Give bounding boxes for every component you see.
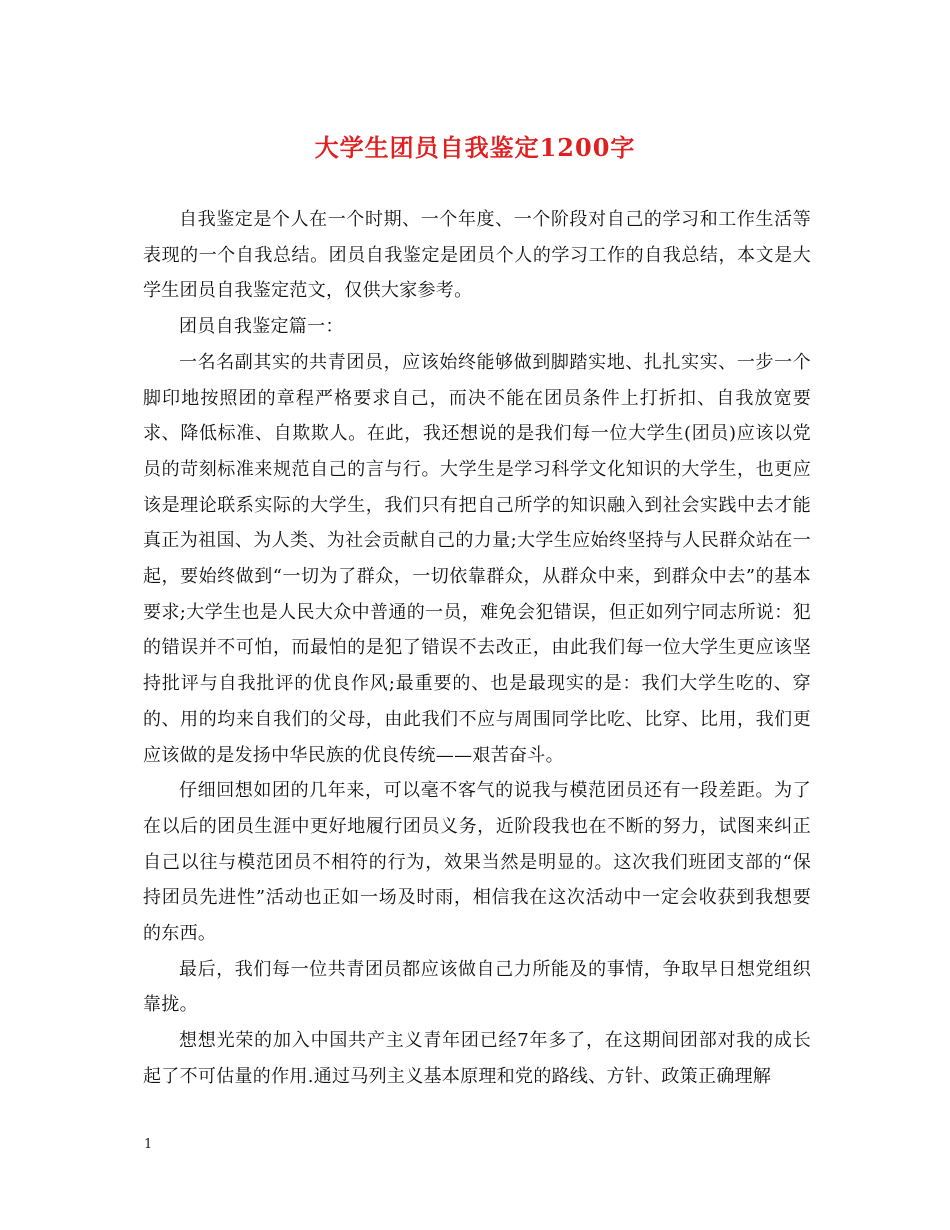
paragraph-standards: 一名名副其实的共青团员，应该始终能够做到脚踏实地、扎扎实实、一步一个脚印地按照团的章程严格要求自己，而决不能在团员条件上打折扣、自我放宽要求、降低标准、自欺欺人。在此，我还想说的是我们每一位大学生(团员)应该以党员的苛刻标准来规范自己的言与行。大学生是学习科学文化知识的大学生，也更应该是理论联系实际的大学生，我们只有把自己所学的知识融入到社会实践中去才能真正为祖国、为人类、为社会贡献自己的力量;大学生应始终坚持与人民群众站在一起，要始终做到“一切为了群众，一切依靠群众，从群众中来，到群众中去”的基本要求;大学生也是人民大众中普通的一员，难免会犯错误，但正如列宁同志所说：犯的错误并不可怕，而最怕的是犯了错误不去改正，由此我们每一位大学生更应该坚持批评与自我批评的优良作风;最重要的、也是最现实的是：我们大学生吃的、穿的、用的均来自我们的父母，由此我们不应与周围同学比吃、比穿、比用，我们更应该做的是发扬中华民族的优良传统——艰苦奋斗。 <box>143 351 811 766</box>
document-title: 大学生团员自我鉴定1200字 <box>314 133 636 162</box>
paragraph-membership-years: 想想光荣的加入中国共产主义青年团已经7年多了，在这期间团部对我的成长起了不可估量的作用.通过马列主义基本原理和党的路线、方针、政策正确理解 <box>143 1030 811 1087</box>
section-heading-part-one: 团员自我鉴定篇一： <box>179 316 344 338</box>
paragraph-intro: 自我鉴定是个人在一个时期、一个年度、一个阶段对自己的学习和工作生活等表现的一个自我总结。团员自我鉴定是团员个人的学习工作的自我总结，本文是大学生团员自我鉴定范文，仅供大家参考。 <box>143 209 811 302</box>
paragraph-reflection: 仔细回想如团的几年来，可以毫不客气的说我与模范团员还有一段差距。为了在以后的团员生涯中更好地履行团员义务，近阶段我也在不断的努力，试图来纠正自己以往与模范团员不相符的行为，效果当然是明显的。这次我们班团支部的“保持团员先进性”活动也正如一场及时雨，相信我在这次活动中一定会收获到我想要的东西。 <box>143 780 811 945</box>
page-number: 1 <box>144 1137 153 1152</box>
paragraph-conclusion: 最后，我们每一位共青团员都应该做自己力所能及的事情，争取早日想党组织靠拢。 <box>143 958 811 1016</box>
document-body <box>143 202 811 1095</box>
